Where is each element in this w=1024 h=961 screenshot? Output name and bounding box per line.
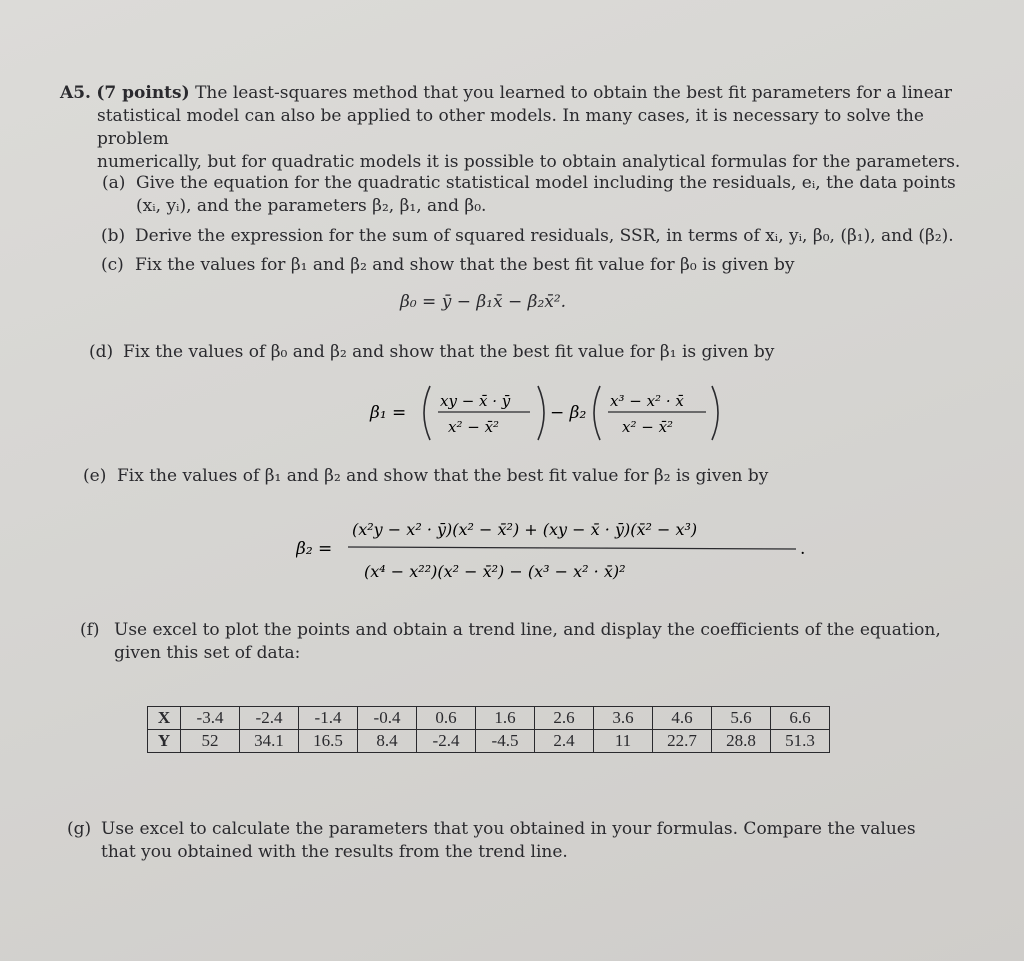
equation-beta2 <box>296 505 816 595</box>
table-cell: 16.5 <box>299 730 358 753</box>
part-e <box>83 465 983 488</box>
eq-beta2-num: (x²y − x² · ȳ)(x² − x̄²) + (xy − x̄ · ȳ)(x̄² − x³) <box>352 520 698 539</box>
part-b-label: (b) <box>101 226 126 246</box>
part-a-text-line2: (xᵢ, yᵢ), and the parameters β₂, β₁, and β₀. <box>136 196 487 216</box>
table-cell: 34.1 <box>240 730 299 753</box>
part-a-label: (a) <box>102 173 126 193</box>
table-cell: -2.4 <box>240 707 299 730</box>
table-cell: 6.6 <box>771 707 830 730</box>
part-d <box>89 341 989 364</box>
table-cell: 5.6 <box>712 707 771 730</box>
part-d-text: Fix the values of β₀ and β₂ and show that the best fit value for β₁ is given by <box>123 342 775 362</box>
part-g <box>67 818 1007 864</box>
eq-beta1-paren2-left <box>594 386 600 440</box>
problem-points: (7 points) <box>96 83 190 103</box>
part-a-text-line1: Give the equation for the quadratic statistical model including the residuals, eᵢ, the data points <box>136 173 956 193</box>
table-cell: -3.4 <box>181 707 240 730</box>
table-cell: 3.6 <box>594 707 653 730</box>
problem-intro-line3: numerically, but for quadratic models it is possible to obtain analytical formulas for the parameters. <box>97 152 961 172</box>
part-b <box>101 225 1001 248</box>
table-cell: -1.4 <box>299 707 358 730</box>
table-cell: 52 <box>181 730 240 753</box>
part-f <box>80 619 1010 665</box>
eq-beta1-den1: x² − x̄² <box>448 418 500 436</box>
equation-beta1 <box>360 378 750 448</box>
table-row-x <box>148 707 830 730</box>
table-cell: -0.4 <box>358 707 417 730</box>
eq-beta2-den: (x⁴ − x²²)(x² − x̄²) − (x³ − x² · x̄)² <box>364 562 626 581</box>
problem-header <box>60 82 990 105</box>
part-g-text-line1: Use excel to calculate the parameters that you obtained in your formulas. Compare the values <box>101 819 916 839</box>
part-g-text-line2: that you obtained with the results from the trend line. <box>101 842 568 862</box>
eq-beta1-den2: x² − x̄² <box>622 418 674 436</box>
svg-text:.: . <box>800 539 806 559</box>
table-cell: 8.4 <box>358 730 417 753</box>
problem-intro-line1: The least-squares method that you learned to obtain the best fit parameters for a linear <box>195 83 953 103</box>
table-header-x: X <box>148 707 181 730</box>
table-cell: 22.7 <box>653 730 712 753</box>
part-g-label: (g) <box>67 819 92 839</box>
table-cell: 51.3 <box>771 730 830 753</box>
table-header-y: Y <box>148 730 181 753</box>
part-e-label: (e) <box>83 466 107 486</box>
part-d-label: (d) <box>89 342 114 362</box>
table-cell: 1.6 <box>476 707 535 730</box>
eq-beta1-num1: xy − x̄ · ȳ <box>440 392 511 410</box>
eq-beta1-num2: x³ − x² · x̄ <box>610 392 684 410</box>
part-f-text-line2: given this set of data: <box>114 643 301 663</box>
table-row-y <box>148 730 830 753</box>
problem-number: A5. <box>60 83 91 103</box>
part-a <box>102 172 992 218</box>
table-cell: 4.6 <box>653 707 712 730</box>
part-c-text: Fix the values for β₁ and β₂ and show that the best fit value for β₀ is given by <box>135 255 795 275</box>
eq-beta2-lhs: β₂ = <box>296 539 333 559</box>
table-cell: -2.4 <box>417 730 476 753</box>
table-cell: 11 <box>594 730 653 753</box>
eq-beta2-fraction-bar <box>348 547 796 549</box>
table-cell: 28.8 <box>712 730 771 753</box>
eq-beta1-paren-left <box>424 386 430 440</box>
data-table <box>147 706 830 753</box>
problem-intro <box>97 105 987 174</box>
problem-intro-line2: statistical model can also be applied to other models. In many cases, it is necessary to solve the problem <box>97 106 924 149</box>
equation-beta0: β₀ = ȳ − β₁x̄ − β₂x̄². <box>400 292 567 312</box>
eq-beta1-lhs: β₁ = <box>370 403 407 423</box>
table-cell: 0.6 <box>417 707 476 730</box>
part-c-label: (c) <box>101 255 124 275</box>
table-cell: 2.6 <box>535 707 594 730</box>
table-cell: 2.4 <box>535 730 594 753</box>
part-f-text-line1: Use excel to plot the points and obtain a trend line, and display the coefficients of the equation, <box>114 620 941 640</box>
part-f-label: (f) <box>80 620 100 640</box>
eq-beta1-paren-right <box>538 386 544 440</box>
eq-beta1-mid: − β₂ <box>550 403 587 423</box>
part-c <box>101 254 1001 277</box>
part-e-text: Fix the values of β₁ and β₂ and show that the best fit value for β₂ is given by <box>117 466 769 486</box>
part-b-text: Derive the expression for the sum of squared residuals, SSR, in terms of xᵢ, yᵢ, β₀, (β₁), and (β₂). <box>135 226 954 246</box>
eq-beta1-paren2-right <box>712 386 718 440</box>
table-cell: -4.5 <box>476 730 535 753</box>
